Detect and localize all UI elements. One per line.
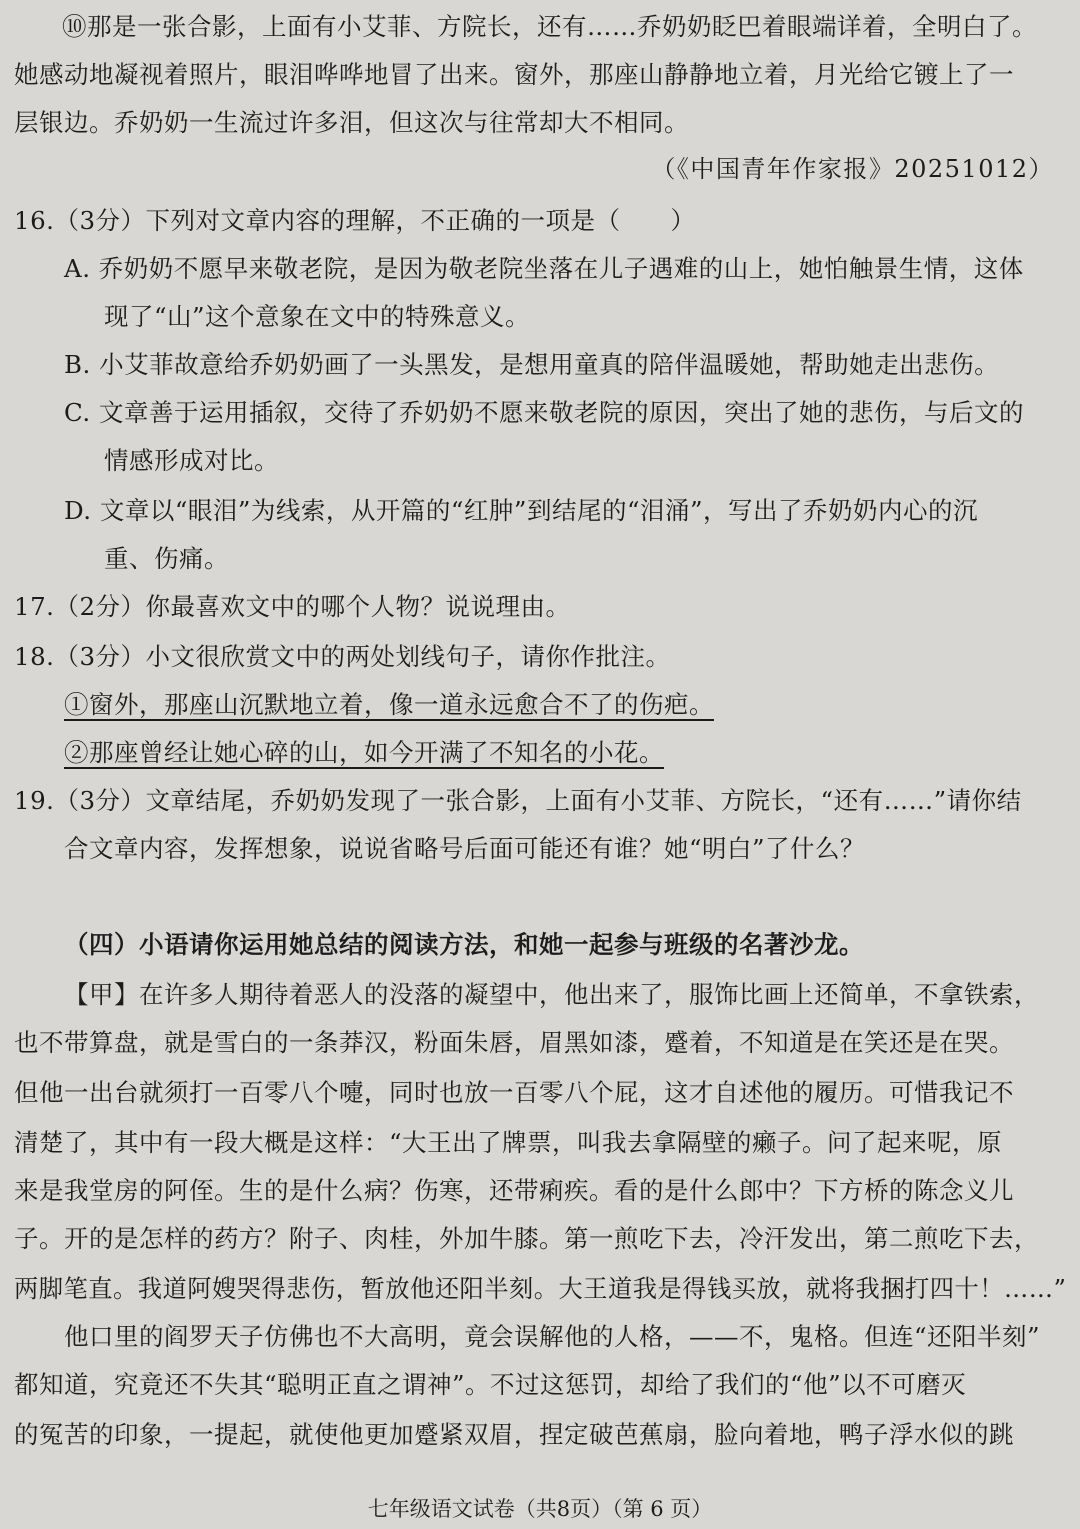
paragraph-10-line-2: 她感动地凝视着照片，眼泪哗哗地冒了出来。窗外，那座山静静地立着，月光给它镀上了一: [14, 60, 1014, 89]
passage-jia-line-6: 子。开的是怎样的药方？附子、肉桂，外加牛膝。第一煎吃下去，冷汗发出，第二煎吃下去，: [14, 1224, 1039, 1253]
question-17-stem: 17.（2分）你最喜欢文中的哪个人物？说说理由。: [14, 592, 571, 621]
question-16-stem: 16.（3分）下列对文章内容的理解，不正确的一项是（ ）: [14, 206, 696, 235]
q16-option-d-line-1: D. 文章以“眼泪”为线索，从开篇的“红肿”到结尾的“泪涌”，写出了乔奶奶内心的沉: [64, 496, 978, 525]
q16-option-a-line-1: A. 乔奶奶不愿早来敬老院，是因为敬老院坐落在儿子遇难的山上，她怕触景生情，这体: [64, 254, 1024, 283]
paragraph-10-line-1: ⑩那是一张合影，上面有小艾菲、方院长，还有……乔奶奶眨巴着眼端详着，全明白了。: [62, 12, 1037, 41]
passage-jia-line-1: 【甲】在许多人期待着恶人的没落的凝望中，他出来了，服饰比画上还简单，不拿铁索，: [64, 980, 1039, 1009]
q18-underlined-sentence-1: ①窗外，那座山沉默地立着，像一道永远愈合不了的伤疤。: [64, 690, 714, 719]
paragraph-10-line-3: 层银边。乔奶奶一生流过许多泪，但这次与往常却大不相同。: [14, 108, 689, 137]
passage-jia-line-10: 的冤苦的印象，一提起，就使他更加蹙紧双眉，捏定破芭蕉扇，脸向着地，鸭子浮水似的跳: [14, 1420, 1014, 1449]
article-source: （《中国青年作家报》20251012）: [651, 155, 1054, 183]
passage-jia-line-2: 也不带算盘，就是雪白的一条莽汉，粉面朱唇，眉黑如漆，蹙着，不知道是在笑还是在哭。: [14, 1028, 1014, 1057]
q18-underlined-sentence-2: ②那座曾经让她心碎的山，如今开满了不知名的小花。: [64, 738, 664, 767]
passage-jia-line-3: 但他一出台就须打一百零八个嚏，同时也放一百零八个屁，这才自述他的履历。可惜我记不: [14, 1078, 1014, 1107]
passage-jia-line-4: 清楚了，其中有一段大概是这样：“大王出了牌票，叫我去拿隔壁的癞子。问了起来呢，原: [14, 1128, 1003, 1157]
passage-jia-line-7: 两脚笔直。我道阿嫂哭得悲伤，暂放他还阳半刻。大王道我是得钱买放，就将我捆打四十！……”: [14, 1274, 1067, 1303]
page-footer: 七年级语文试卷（共8页）（第 6 页）: [367, 1497, 713, 1521]
q16-option-b: B. 小艾菲故意给乔奶奶画了一头黑发，是想用童真的陪伴温暖她，帮助她走出悲伤。: [64, 350, 1000, 379]
question-18-stem: 18.（3分）小文很欣赏文中的两处划线句子，请你作批注。: [14, 642, 671, 671]
passage-jia-line-8: 他口里的阎罗天子仿佛也不大高明，竟会误解他的人格，——不，鬼格。但连“还阳半刻”: [64, 1322, 1041, 1351]
passage-jia-line-9: 都知道，究竟还不失其“聪明正直之谓神”。不过这惩罚，却给了我们的“他”以不可磨灭: [14, 1370, 967, 1399]
passage-jia-line-5: 来是我堂房的阿侄。生的是什么病？伤寒，还带痢疾。看的是什么郎中？下方桥的陈念义儿: [14, 1176, 1014, 1205]
q16-option-d-line-2: 重、伤痛。: [104, 544, 229, 573]
question-19-line-2: 合文章内容，发挥想象，说说省略号后面可能还有谁？她“明白”了什么？: [64, 834, 866, 863]
q16-option-c-line-1: C. 文章善于运用插叙，交待了乔奶奶不愿来敬老院的原因，突出了她的悲伤，与后文的: [64, 398, 1024, 427]
question-19-line-1: 19.（3分）文章结尾，乔奶奶发现了一张合影，上面有小艾菲、方院长，“还有……”请你结: [14, 786, 1022, 815]
q16-option-c-line-2: 情感形成对比。: [104, 446, 279, 475]
q16-option-a-line-2: 现了“山”这个意象在文中的特殊意义。: [104, 302, 531, 331]
section-4-title: （四）小语请你运用她总结的阅读方法，和她一起参与班级的名著沙龙。: [64, 930, 864, 959]
